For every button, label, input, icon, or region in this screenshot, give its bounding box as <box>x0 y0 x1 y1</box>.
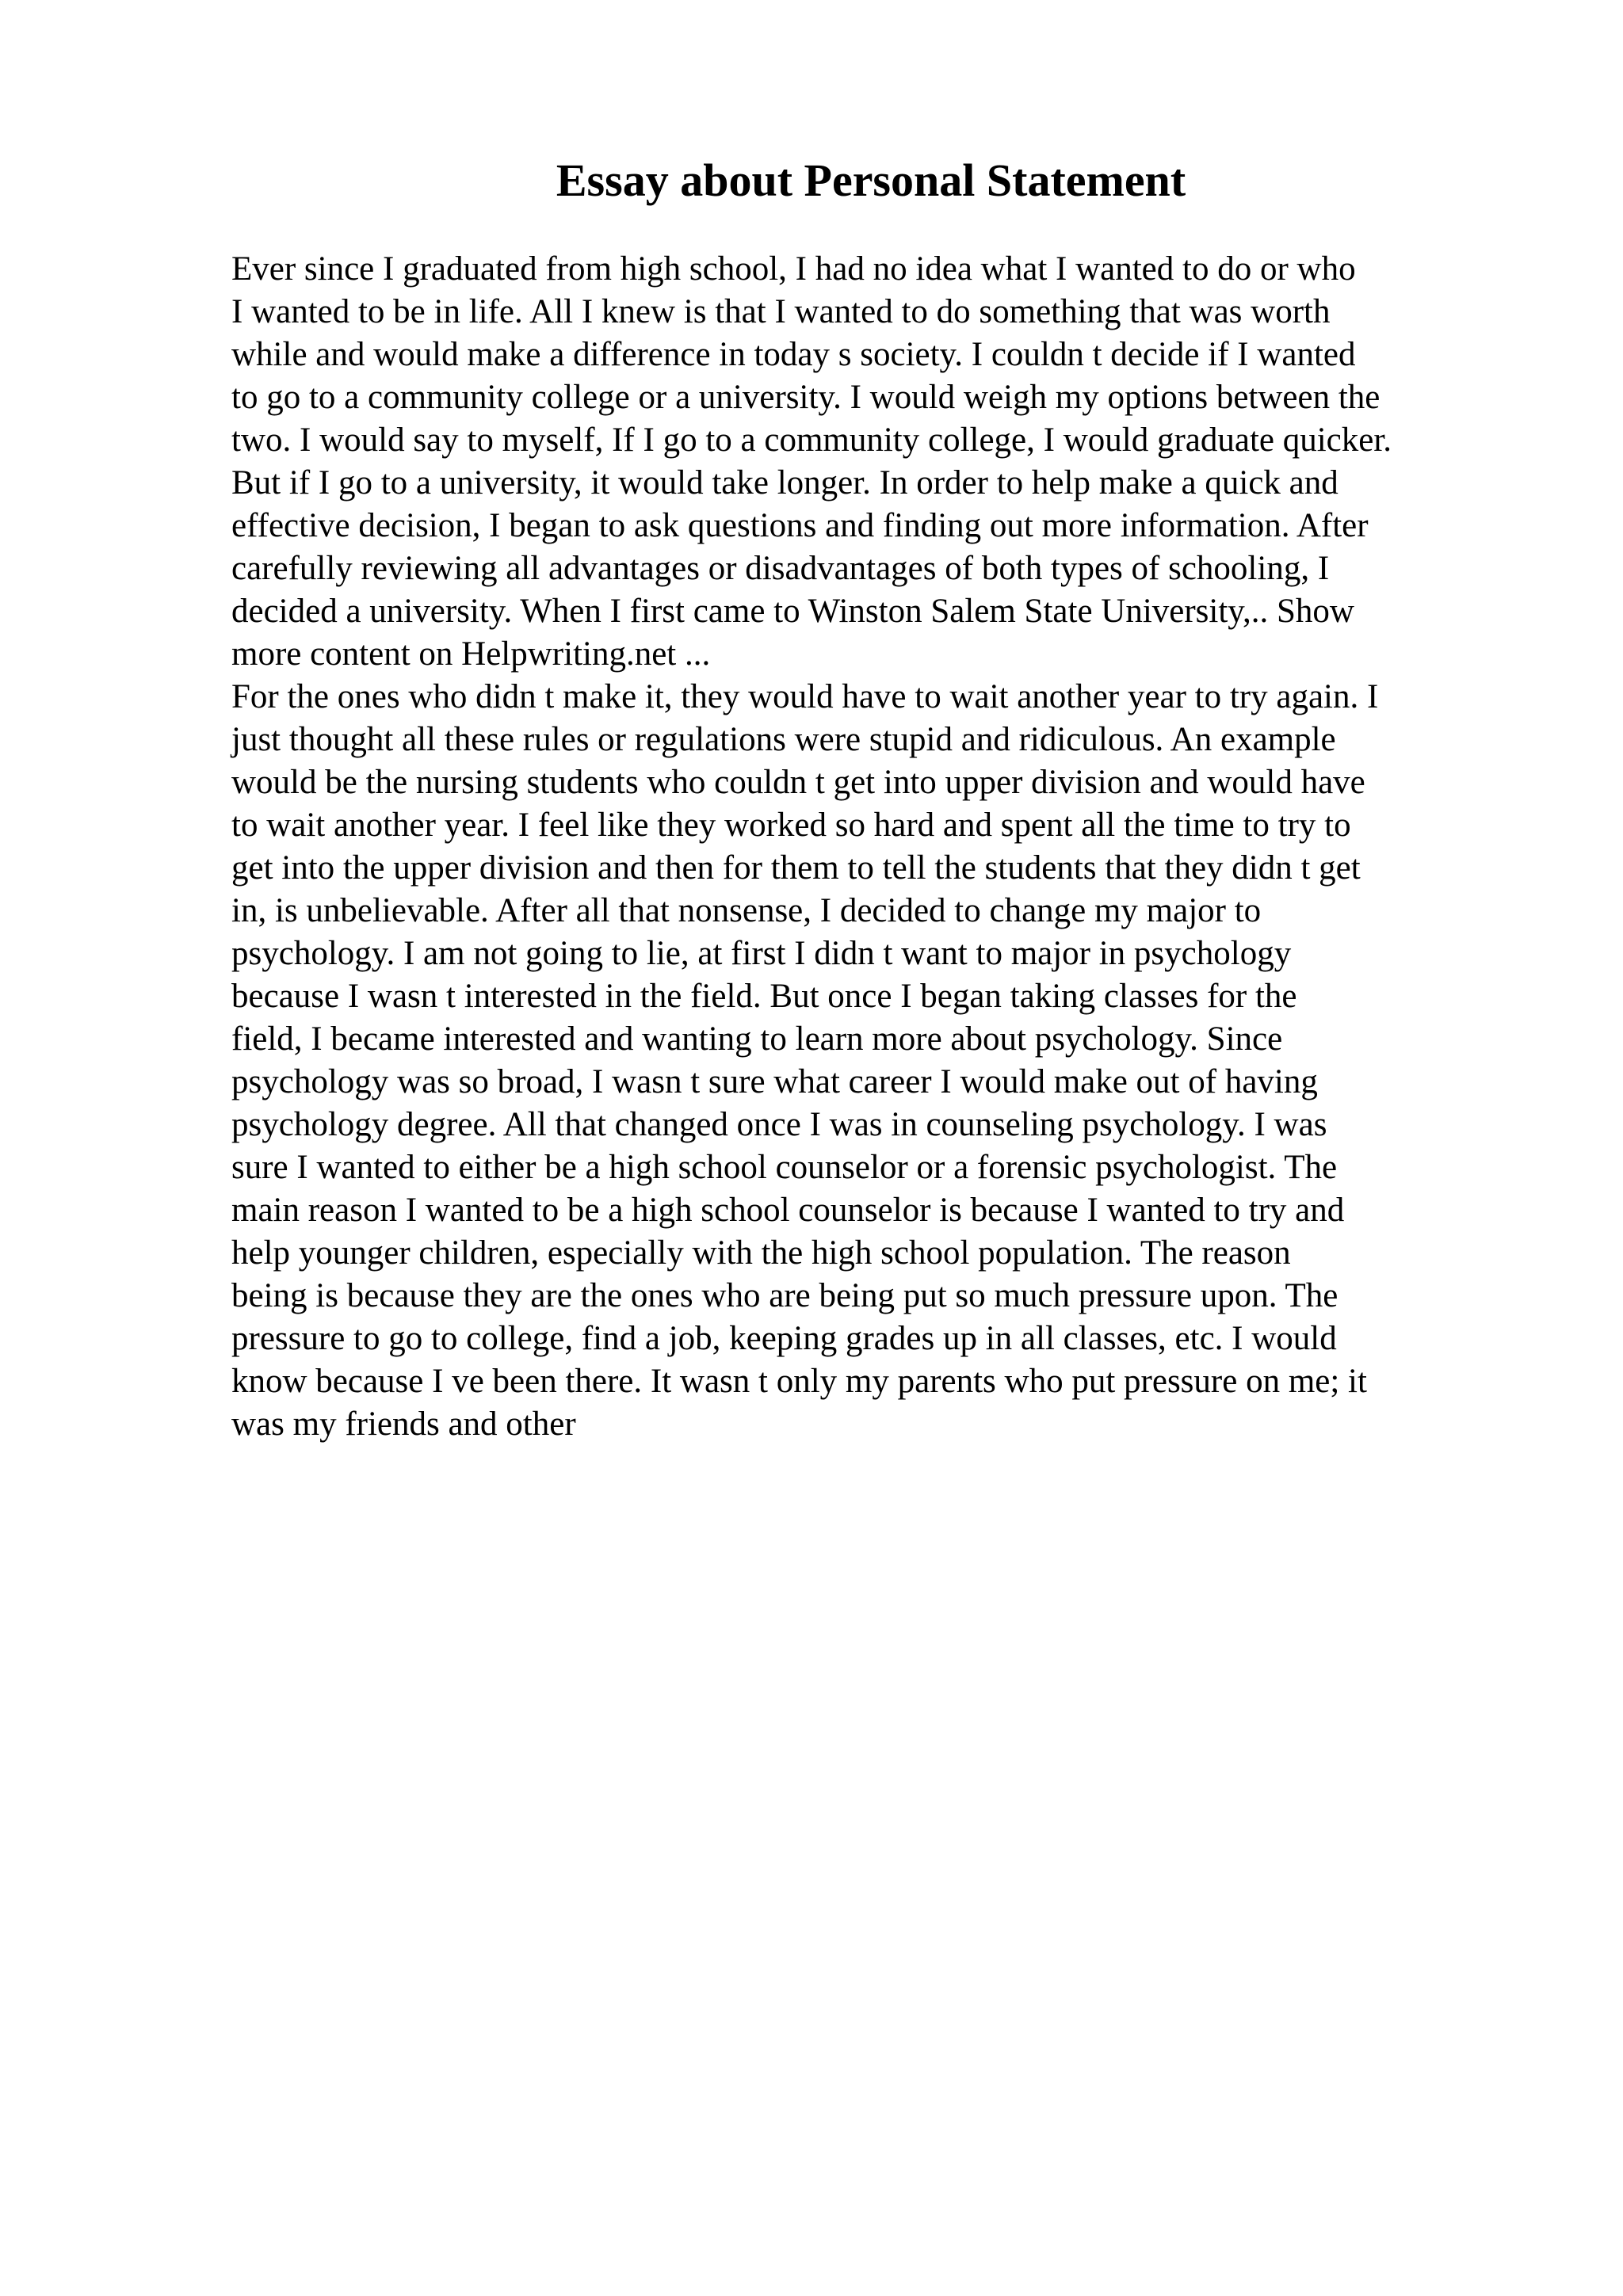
text-line: just thought all these rules or regulations were stupid and ridiculous. An example <box>231 721 1336 758</box>
document-title: Essay about Personal Statement <box>556 154 1186 206</box>
text-line: carefully reviewing all advantages or disadvantages of both types of schooling, I <box>231 550 1330 587</box>
text-line: psychology degree. All that changed once I was in counseling psychology. I was <box>231 1106 1327 1143</box>
text-line: get into the upper division and then for them to tell the students that they didn t get <box>231 849 1361 887</box>
text-line: while and would make a difference in today s society. I couldn t decide if I wanted <box>231 336 1356 373</box>
text-line: because I wasn t interested in the field. But once I began taking classes for the <box>231 978 1297 1015</box>
text-line: in, is unbelievable. After all that nonsense, I decided to change my major to <box>231 892 1262 929</box>
text-line: main reason I wanted to be a high school counselor is because I wanted to try and <box>231 1192 1345 1229</box>
text-line: being is because they are the ones who are being put so much pressure upon. The <box>231 1277 1338 1314</box>
text-line: psychology was so broad, I wasn t sure what career I would make out of having <box>231 1063 1318 1100</box>
text-line: sure I wanted to either be a high school counselor or a forensic psychologist. The <box>231 1149 1338 1186</box>
text-line: to go to a community college or a university. I would weigh my options between the <box>231 379 1381 416</box>
text-line: effective decision, I began to ask questions and finding out more information. After <box>231 507 1369 544</box>
text-line: was my friends and other <box>231 1405 576 1443</box>
text-line: to wait another year. I feel like they worked so hard and spent all the time to try to <box>231 807 1351 844</box>
text-line: more content on Helpwriting.net ... <box>231 635 711 673</box>
text-line: help younger children, especially with the high school population. The reason <box>231 1234 1291 1272</box>
text-line: two. I would say to myself, If I go to a community college, I would graduate quicker. <box>231 421 1392 459</box>
text-line: I wanted to be in life. All I knew is that I wanted to do something that was worth <box>231 293 1331 330</box>
text-line: For the ones who didn t make it, they would have to wait another year to try again. I <box>231 678 1379 715</box>
text-line: Ever since I graduated from high school, I had no idea what I wanted to do or who <box>231 250 1356 288</box>
document-body <box>231 248 1579 1446</box>
text-line: pressure to go to college, find a job, keeping grades up in all classes, etc. I would <box>231 1320 1337 1357</box>
text-line: decided a university. When I first came to Winston Salem State University,.. Show <box>231 593 1354 630</box>
text-line: field, I became interested and wanting to learn more about psychology. Since <box>231 1020 1283 1058</box>
text-line: psychology. I am not going to lie, at first I didn t want to major in psychology <box>231 935 1292 972</box>
text-line: know because I ve been there. It wasn t only my parents who put pressure on me; it <box>231 1363 1367 1400</box>
text-line: But if I go to a university, it would take longer. In order to help make a quick and <box>231 464 1338 502</box>
text-line: would be the nursing students who couldn t get into upper division and would have <box>231 764 1365 801</box>
